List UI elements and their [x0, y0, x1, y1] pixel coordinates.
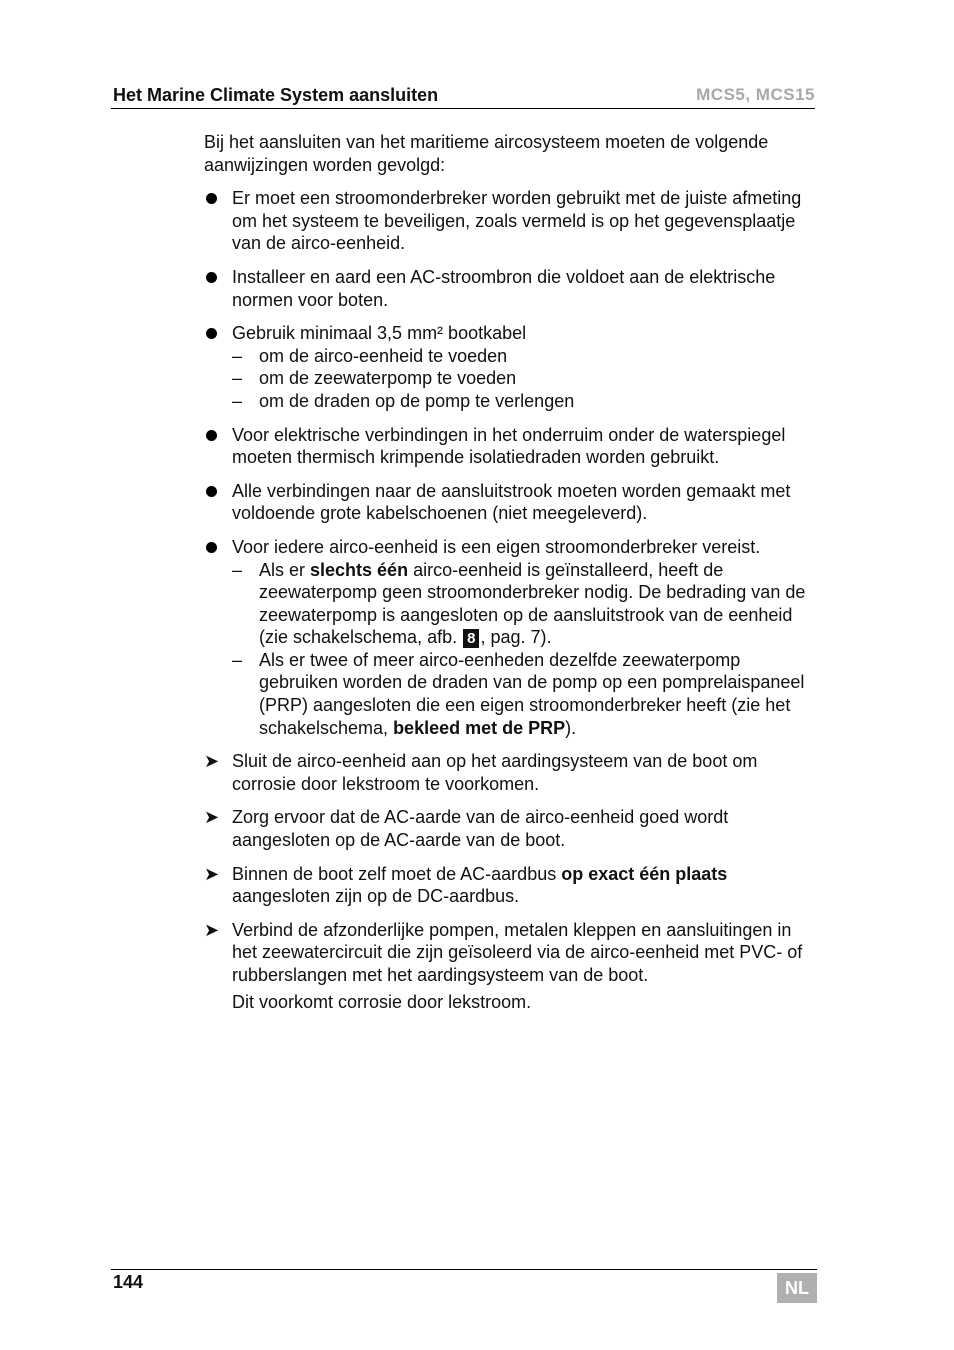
page-footer	[111, 1269, 817, 1298]
step-text: aangesloten zijn op de DC-aardbus.	[232, 886, 520, 907]
dash-icon: –	[232, 368, 243, 389]
sub-item	[232, 559, 820, 649]
bullet-icon	[206, 328, 217, 339]
bullet-text: Voor elektrische verbindingen in het onderruim onder de waterspiegel moeten thermisch krimpende isolatiedraden worden gebruikt.	[232, 424, 786, 468]
arrow-icon: ➤	[204, 807, 220, 828]
bullet-item	[204, 322, 820, 412]
bullet-icon	[206, 430, 217, 441]
bullet-text: Gebruik minimaal 3,5 mm² bootkabel	[232, 323, 527, 344]
sub-text: , pag. 7).	[480, 627, 552, 648]
dash-icon: –	[232, 649, 243, 670]
step-text: Verbind de afzonderlijke pompen, metalen kleppen en aansluitingen in het zeewatercircuit die zijn geïsoleerd via de airco-eenheid met PVC- of rubberslangen met het aardingsysteem van de boot.	[232, 919, 803, 985]
intro-paragraph: Bij het aansluiten van het maritieme aircosysteem moeten de volgende aanwijzingen worden gevolgd:	[204, 132, 769, 175]
step-text: Sluit de airco-eenheid aan op het aardingsysteem van de boot om corrosie door lekstroom te voorkomen.	[232, 751, 758, 794]
step-item	[204, 919, 820, 1013]
step-text: Binnen de boot zelf moet de AC-aardbus	[232, 863, 562, 884]
bullet-item	[204, 424, 820, 469]
bold-text: bekleed met de PRP	[393, 717, 566, 738]
sub-text: Als er	[259, 559, 311, 580]
sub-item	[232, 390, 820, 413]
bullet-text: Voor iedere airco-eenheid is een eigen stroomonderbreker vereist.	[232, 536, 761, 557]
bullet-icon	[206, 486, 217, 497]
dash-icon: –	[232, 559, 243, 580]
bullet-item	[204, 266, 820, 311]
bullet-item	[204, 187, 820, 255]
sub-item-text: om de draden op de pomp te verlengen	[259, 390, 575, 411]
bullet-icon	[206, 272, 217, 283]
language-tab: NL	[777, 1273, 817, 1303]
page-content	[204, 131, 820, 1024]
step-item	[204, 863, 820, 908]
page-number: 144	[113, 1272, 144, 1292]
sub-text: Als er twee of meer airco-eenheden dezelfde zeewaterpomp gebruiken worden de draden van de pomp op een pomprelaispaneel (PRP) aangesloten die een eigen stroomonderbreker heeft (zie het schakelschema,	[259, 649, 805, 738]
bullet-text: Er moet een stroomonderbreker worden gebruikt met de juiste afmeting om het systeem te beveiligen, zoals vermeld is op het gegevensplaatje van de airco-eenheid.	[232, 188, 802, 254]
bullet-text: Alle verbindingen naar de aansluitstrook moeten worden gemaakt met voldoende grote kabelschoenen (niet meegeleverd).	[232, 480, 791, 524]
arrow-icon: ➤	[204, 751, 220, 772]
dash-icon: –	[232, 390, 243, 411]
bold-text: slechts één	[310, 559, 409, 580]
bullet-text: Installeer en aard een AC-stroombron die voldoet aan de elektrische normen voor boten.	[232, 266, 776, 310]
arrow-icon: ➤	[204, 919, 220, 940]
section-title: Het Marine Climate System aansluiten	[113, 85, 439, 105]
sub-item-text: om de zeewaterpomp te voeden	[259, 368, 517, 389]
bullet-icon	[206, 542, 217, 553]
bullet-item	[204, 536, 820, 739]
step-text: Zorg ervoor dat de AC-aarde van de airco-eenheid goed wordt aangesloten op de AC-aarde van de boot.	[232, 807, 729, 851]
step-item	[204, 806, 820, 851]
sub-item-text: om de airco-eenheid te voeden	[259, 345, 508, 366]
page-header	[111, 84, 815, 109]
sub-item	[232, 367, 820, 390]
bold-text: op exact één plaats	[561, 863, 728, 884]
dash-icon: –	[232, 345, 243, 366]
sub-text: airco-eenheid is geïnstalleerd, heeft de zeewaterpomp geen stroomonderbreker nodig. De bedrading van de zeewaterpomp is aangesloten op de aansluitstrook van de eenheid (zie schakelschema, afb.	[259, 559, 806, 648]
step-item	[204, 750, 820, 795]
sub-item	[232, 649, 820, 739]
sub-item	[232, 345, 820, 368]
sub-text: ).	[565, 717, 577, 738]
bullet-item	[204, 480, 820, 525]
arrow-icon: ➤	[204, 863, 220, 884]
model-label: MCS5, MCS15	[696, 85, 815, 104]
bullet-icon	[206, 193, 217, 204]
step-result-text: Dit voorkomt corrosie door lekstroom.	[232, 991, 532, 1012]
figure-reference-badge: 8	[463, 629, 479, 648]
